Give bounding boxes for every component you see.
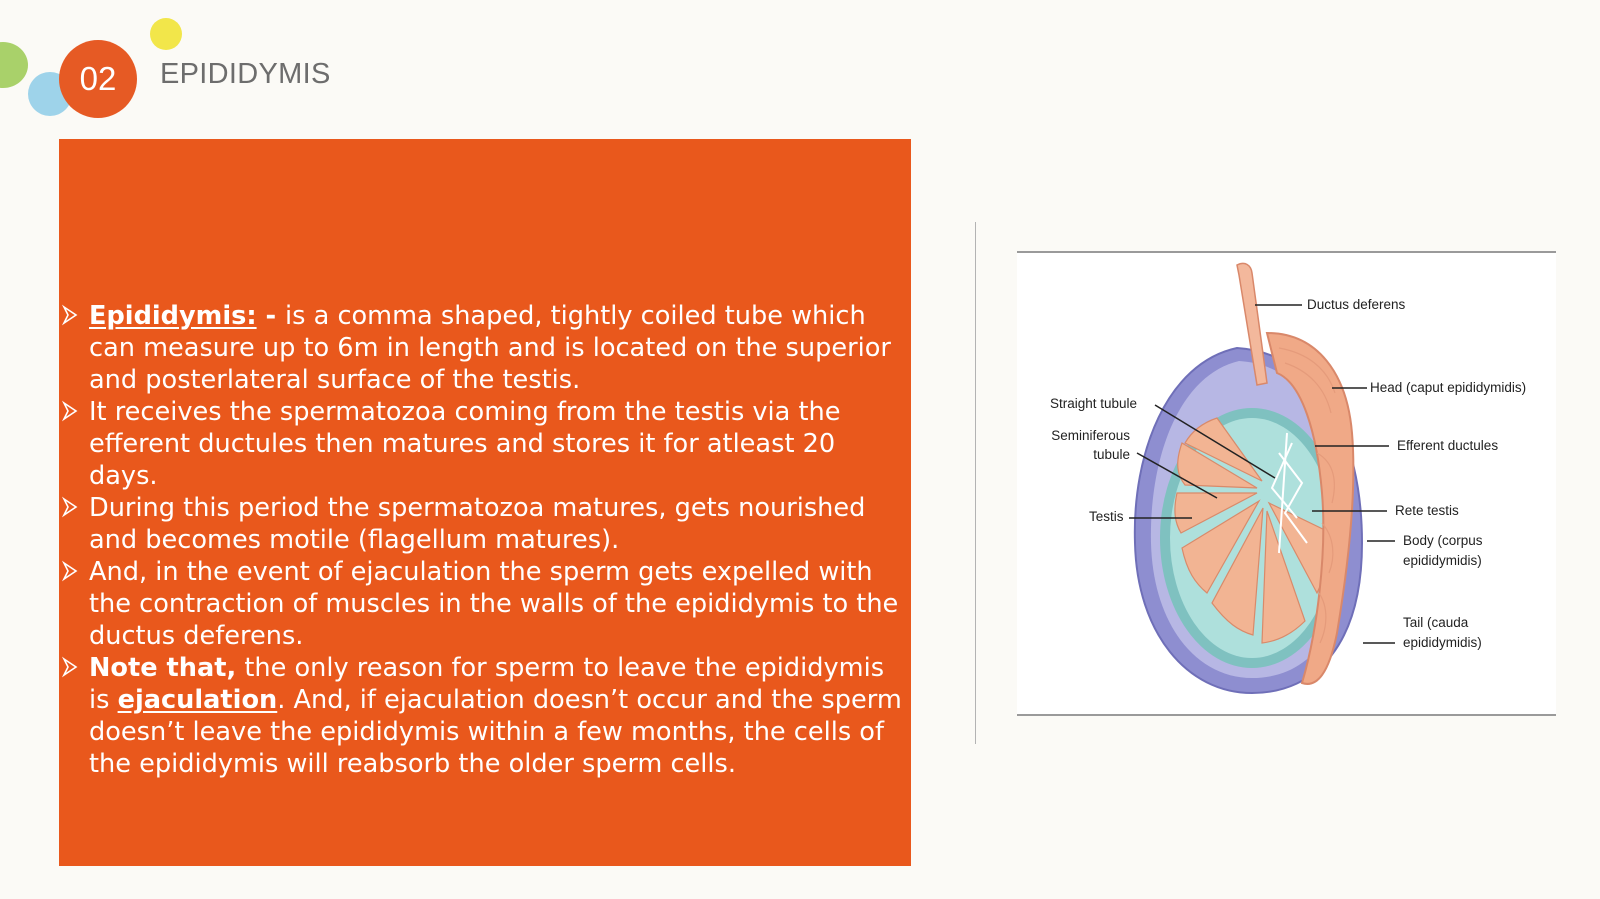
bullet-text: is a comma shaped, tightly coiled tube which can measure up to 6m in length and is located on the superior and posterlateral surface of the testis. [89, 301, 891, 395]
label-body-line1: Body (corpus [1403, 533, 1483, 548]
arrow-bullet-icon [61, 656, 79, 678]
label-testis: Testis [1089, 509, 1124, 524]
vertical-divider [975, 222, 976, 744]
arrow-bullet-icon [61, 496, 79, 518]
term-ejaculation: ejaculation [117, 685, 278, 715]
label-ductus-deferens: Ductus deferens [1307, 297, 1406, 312]
arrow-bullet-icon [61, 400, 79, 422]
bullet-item [59, 396, 911, 492]
bullet-text: And, in the event of ejaculation the sperm gets expelled with the contraction of muscles in the walls of the epididymis to the ductus deferens. [89, 557, 899, 651]
decorative-yellow-dot [150, 18, 182, 50]
label-seminiferous-line2: tubule [1093, 447, 1130, 462]
decorative-green-dot [0, 42, 28, 88]
bullet-item [59, 492, 911, 556]
label-tail-line1: Tail (cauda [1403, 615, 1469, 630]
text-panel [59, 139, 911, 866]
bullet-item [59, 300, 911, 396]
bullet-text: During this period the spermatozoa matures, gets nourished and becomes motile (flagellum matures). [89, 493, 866, 555]
bullet-list [59, 300, 911, 780]
arrow-bullet-icon [61, 304, 79, 326]
label-head: Head (caput epididymidis) [1370, 380, 1527, 395]
label-rete-testis: Rete testis [1395, 503, 1459, 518]
bullet-item [59, 652, 911, 780]
bullet-text: It receives the spermatozoa coming from the testis via the efferent ductules then matures and stores it for atleast 20 days. [89, 397, 841, 491]
bullet-text-tail: . And, if ejaculation doesn’t occur and the sperm doesn’t leave the epididymis within a few months, the cells of the epididymis will reabsorb the older sperm cells. [89, 685, 902, 779]
label-tail-line2: epididymidis) [1403, 635, 1482, 650]
term-dash: - [256, 301, 286, 331]
label-body-line2: epididymidis) [1403, 553, 1482, 568]
bullet-item [59, 556, 911, 652]
diagram-illustration [1017, 253, 1556, 714]
arrow-bullet-icon [61, 560, 79, 582]
label-efferent-ductules: Efferent ductules [1397, 438, 1499, 453]
section-number-badge: 02 [59, 40, 137, 118]
term-epididymis: Epididymis: [89, 301, 257, 331]
testis-epididymis-diagram [1017, 251, 1556, 716]
bullet-text: the only reason for sperm to leave the epididymis is [89, 653, 885, 715]
label-seminiferous-line1: Seminiferous [1051, 428, 1130, 443]
note-lead: Note that, [89, 653, 237, 683]
section-title: EPIDIDYMIS [160, 58, 331, 90]
label-straight-tubule: Straight tubule [1050, 396, 1138, 411]
